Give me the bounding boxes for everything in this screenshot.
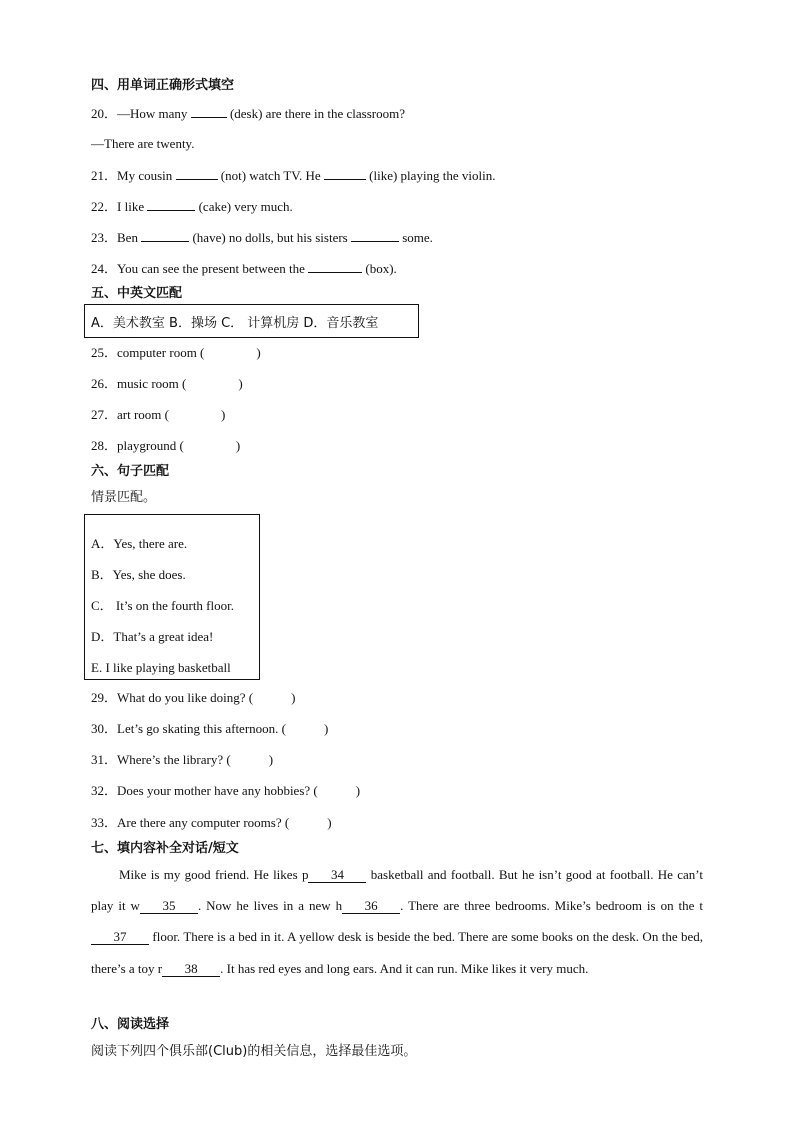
answer-blank[interactable] [176,166,218,180]
cloze-passage: Mike is my good friend. He likes p 34 basketball and football. But he isn’t good at football. He can’t play it w 35 . Now he lives in a new h 36 . There are three bedrooms. Mike’s bedroom is on the t37 floor. There is a bed in it. A yellow desk is beside the bed. There are some books on the desk. On the bed, there’s a toy r 38 . It has red eyes and long ears. And it can run. Mike likes it very much. [91,867,704,976]
blank-36[interactable]: 36 [342,899,400,914]
question-28: 28．playground ( ) [91,438,241,453]
question-20: 20．—How many (desk) are there in the classroom? [91,106,405,121]
section-8-heading: 八、阅读选择 [91,1017,170,1032]
question-24: 24．You can see the present between the (box). [91,261,397,276]
answer-blank[interactable] [141,228,189,242]
section-8-instruction: 阅读下列四个俱乐部(Club)的相关信息，选择最佳选项。 [91,1044,417,1059]
question-33: 33．Are there any computer rooms? ( ) [91,815,332,830]
question-26: 26．music room ( ) [91,376,243,391]
blank-34[interactable]: 34 [308,868,366,883]
question-22: 22．I like (cake) very much. [91,199,293,214]
option-a: A．Yes, there are. [91,536,188,551]
blank-38[interactable]: 38 [162,962,220,977]
options-box [84,514,260,680]
section-5-heading: 五、中英文匹配 [91,286,183,301]
section-7-heading: 七、填内容补全对话/短文 [91,841,239,856]
answer-blank[interactable] [191,104,227,118]
option-e: E. I like playing basketball [91,660,231,675]
option-d: D．That’s a great idea! [91,629,214,644]
question-25: 25．computer room ( ) [91,345,261,360]
answer-blank[interactable] [147,197,195,211]
blank-35[interactable]: 35 [140,899,198,914]
question-20-reply: —There are twenty. [91,136,195,151]
options-box [84,304,419,338]
section-6-instruction: 情景匹配。 [91,490,157,505]
question-21: 21．My cousin (not) watch TV. He (like) playing the violin. [91,168,496,183]
answer-blank[interactable] [324,166,366,180]
section-4-heading: 四、用单词正确形式填空 [91,78,235,93]
options-text: A．美术教室 B．操场 C． 计算机房 D．音乐教室 [91,316,379,331]
option-c: C． It’s on the fourth floor. [91,598,234,613]
question-32: 32．Does your mother have any hobbies? ( ) [91,783,361,798]
question-23: 23．Ben (have) no dolls, but his sisters some. [91,230,433,245]
blank-37[interactable]: 37 [91,930,149,945]
section-6-heading: 六、句子匹配 [91,464,170,479]
answer-blank[interactable] [308,259,362,273]
question-31: 31．Where’s the library? ( ) [91,752,274,767]
answer-blank[interactable] [351,228,399,242]
question-27: 27．art room ( ) [91,407,226,422]
question-29: 29．What do you like doing? ( ) [91,690,296,705]
option-b: B．Yes, she does. [91,567,186,582]
question-30: 30．Let’s go skating this afternoon. ( ) [91,721,329,736]
